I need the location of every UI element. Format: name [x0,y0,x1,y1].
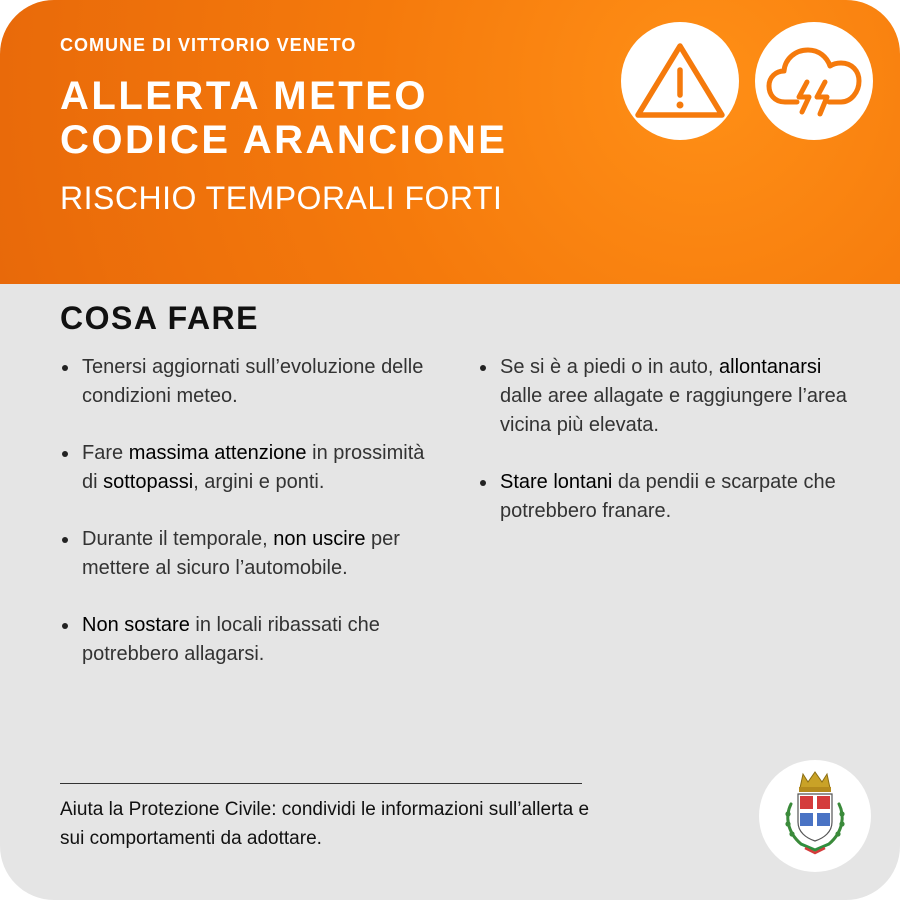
item-text: dalle aree allagate e raggiungere l’area vicina più elevata. [500,385,847,436]
alert-subtitle: RISCHIO TEMPORALI FORTI [60,180,503,216]
footer-text: Aiuta la Protezione Civile: condividi le informazioni sull’allerta e sui comportamenti da adottare. [60,799,590,849]
item-text: in prossimità di [82,442,425,493]
item-emphasis: non uscire [273,528,366,550]
item-emphasis: massima attenzione [128,442,307,464]
warning-triangle-icon [621,22,739,140]
item-text: in locali ribassati che potrebbero allagarsi. [82,614,380,665]
instructions-list-left [60,353,430,697]
item-text: per mettere al sicuro l’automobile. [82,528,400,579]
alert-header [0,0,900,284]
municipal-coat-of-arms-icon [759,760,871,872]
item-emphasis: sottopassi [103,471,194,493]
alert-title-line1: ALLERTA METEO [60,74,429,118]
item-emphasis: Non sostare [82,614,190,636]
item-text: Se si è a piedi o in auto, [500,356,720,378]
alert-title-line2: CODICE ARANCIONE [60,118,508,162]
item-emphasis: Stare lontani [500,471,613,493]
item-emphasis: allontanarsi [719,356,822,378]
instructions-list-right [478,353,848,554]
footer-divider [60,783,582,784]
list-item [478,468,848,526]
list-item [60,439,430,497]
list-item [60,611,430,669]
thunderstorm-cloud-icon [755,22,873,140]
item-text: Durante il temporale, [82,528,274,550]
list-item [60,353,430,411]
list-item [478,353,848,440]
item-text: da pendii e scarpate che potrebbero franare. [500,471,836,522]
organization-name: COMUNE DI VITTORIO VENETO [60,35,357,55]
section-title: COSA FARE [60,300,259,336]
item-text: Fare [82,442,129,464]
item-text: Tenersi aggiornati sull’evoluzione delle condizioni meteo. [82,356,424,407]
list-item [60,525,430,583]
alert-title [60,74,507,162]
item-text: , argini e ponti. [193,471,325,493]
